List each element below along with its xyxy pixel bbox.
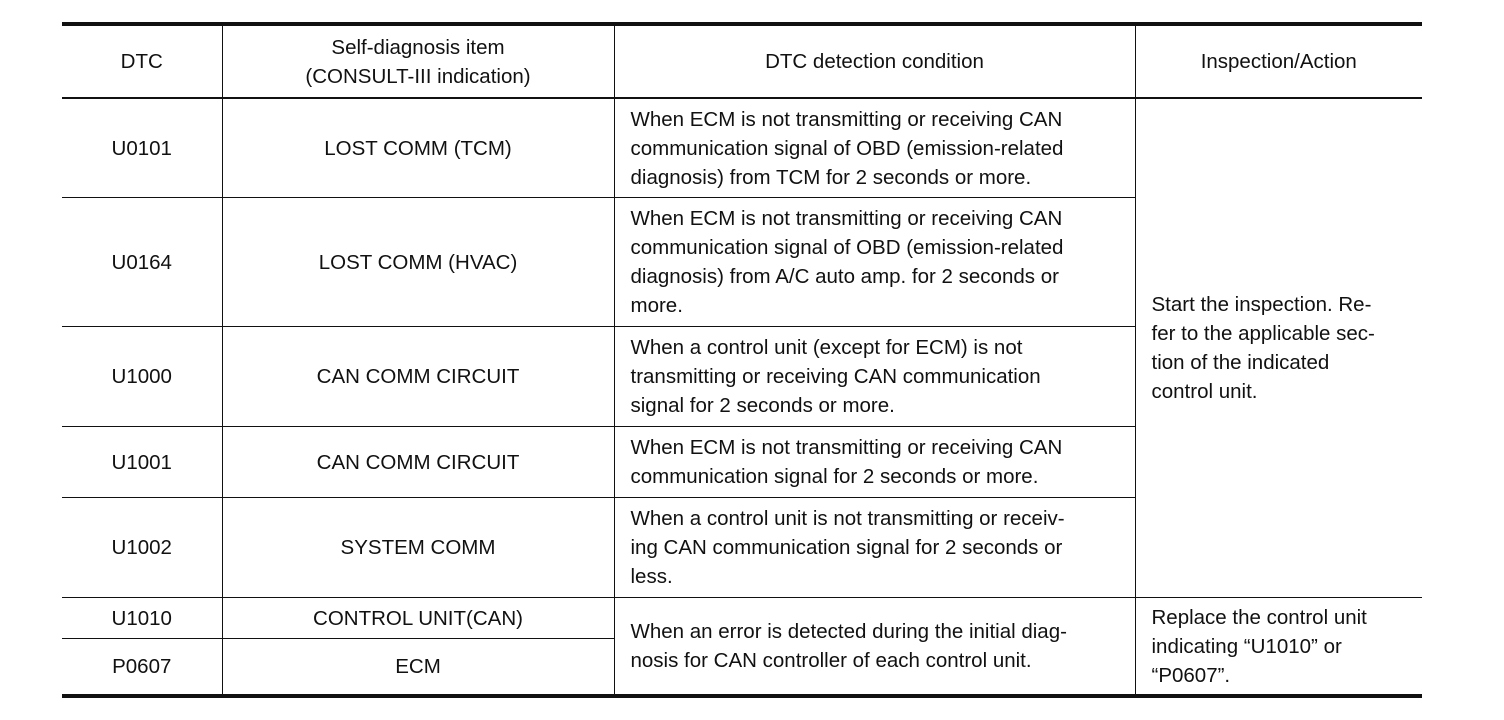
table-row <box>62 98 1422 198</box>
condition-line: When a control unit (except for ECM) is not <box>630 336 1023 359</box>
action-line: indicating “U1010” or <box>1151 634 1342 658</box>
detection-condition <box>614 327 1135 427</box>
dtc-code: U0164 <box>62 198 222 327</box>
dtc-table <box>62 22 1422 698</box>
condition-line: communication signal for 2 seconds or more. <box>630 465 1039 488</box>
detection-condition <box>614 98 1135 198</box>
detection-condition <box>614 598 1135 697</box>
dtc-code: U1002 <box>62 498 222 598</box>
dtc-code: U1010 <box>62 598 222 639</box>
table-row <box>62 598 1422 639</box>
dtc-code: U0101 <box>62 98 222 198</box>
dtc-code: P0607 <box>62 639 222 697</box>
condition-line: transmitting or receiving CAN communication <box>630 365 1041 388</box>
condition-line: diagnosis) from TCM for 2 seconds or more. <box>630 165 1032 189</box>
detection-condition <box>614 198 1135 327</box>
condition-line: diagnosis) from A/C auto amp. for 2 seconds or <box>630 265 1059 288</box>
inspection-action-replace <box>1135 598 1422 697</box>
header-inspection-action: Inspection/Action <box>1135 24 1422 98</box>
condition-line: When ECM is not transmitting or receiving CAN <box>630 207 1063 230</box>
action-line: Start the inspection. Re- <box>1151 293 1372 316</box>
inspection-action-comm <box>1135 98 1422 598</box>
header-detection-condition: DTC detection condition <box>614 24 1135 98</box>
condition-line: nosis for CAN controller of each control unit. <box>630 649 1032 672</box>
self-diagnosis-item: CAN COMM CIRCUIT <box>222 327 614 427</box>
condition-line: communication signal of OBD (emission-related <box>630 236 1064 259</box>
action-line: control unit. <box>1151 380 1258 403</box>
action-line: “P0607”. <box>1151 663 1231 687</box>
dtc-code: U1001 <box>62 427 222 498</box>
action-line: tion of the indicated <box>1151 351 1330 374</box>
condition-line: When ECM is not transmitting or receiving CAN <box>630 107 1063 131</box>
action-line: Replace the control unit <box>1151 605 1367 629</box>
self-diagnosis-item: LOST COMM (HVAC) <box>222 198 614 327</box>
condition-line: ing CAN communication signal for 2 seconds or <box>630 536 1063 559</box>
detection-condition <box>614 427 1135 498</box>
header-item-line: Self-diagnosis item <box>331 35 505 59</box>
condition-line: less. <box>630 565 673 588</box>
header-item-line: (CONSULT-III indication) <box>305 64 531 88</box>
detection-condition <box>614 498 1135 598</box>
header-self-diagnosis-item <box>222 24 614 98</box>
condition-line: When an error is detected during the initial diag- <box>630 620 1067 643</box>
self-diagnosis-item: LOST COMM (TCM) <box>222 98 614 198</box>
self-diagnosis-item: ECM <box>222 639 614 697</box>
condition-line: When ECM is not transmitting or receiving CAN <box>630 436 1063 459</box>
self-diagnosis-item: SYSTEM COMM <box>222 498 614 598</box>
condition-line: more. <box>630 294 683 317</box>
condition-line: communication signal of OBD (emission-related <box>630 136 1064 160</box>
self-diagnosis-item: CONTROL UNIT(CAN) <box>222 598 614 639</box>
condition-line: signal for 2 seconds or more. <box>630 394 895 417</box>
dtc-code: U1000 <box>62 327 222 427</box>
header-dtc: DTC <box>62 24 222 98</box>
condition-line: When a control unit is not transmitting or receiv- <box>630 507 1065 530</box>
header-row <box>62 24 1422 98</box>
self-diagnosis-item: CAN COMM CIRCUIT <box>222 427 614 498</box>
action-line: fer to the applicable sec- <box>1151 322 1375 345</box>
